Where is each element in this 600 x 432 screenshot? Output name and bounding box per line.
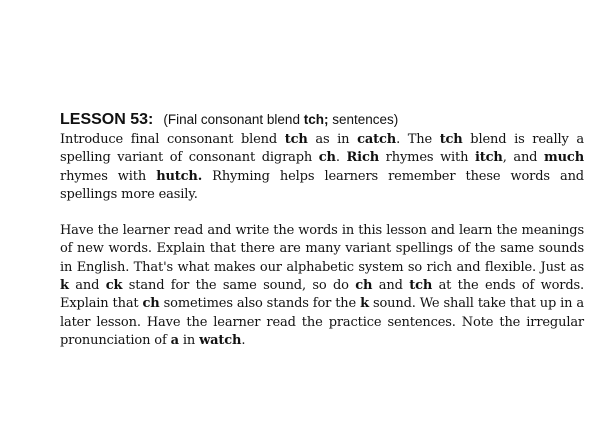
- bold-term: tch: [409, 278, 433, 294]
- bold-term: itch: [475, 150, 503, 166]
- bold-term: ck: [105, 278, 123, 294]
- bold-term: tch: [439, 132, 463, 147]
- bold-term: ch: [355, 278, 373, 294]
- bold-term: hutch.: [156, 168, 203, 184]
- bold-term: k: [360, 296, 369, 312]
- lesson-title: LESSON 53:: [60, 111, 154, 128]
- bold-term: Rich: [346, 150, 380, 166]
- bold-term: watch: [199, 332, 242, 348]
- subtitle-bold-term: tch;: [303, 112, 329, 127]
- lesson-heading: [60, 110, 584, 131]
- intro-paragraph: Introduce final consonant blend tch as in catch. The tch blend is really a spelling variant of consonant digraph ch. Rich rhymes with itch, and much rhymes with hutch. Rhyming helps learners remember these words and spellings more easily.: [60, 132, 584, 202]
- bold-term: a: [170, 332, 179, 348]
- instructions-paragraph: Have the learner read and write the words in this lesson and learn the meanings of new words. Explain that there are many variant spellings of the same sounds in English. That's what makes our alphabetic system so rich and flexible. Just as k and ck stand for the same sound, so do ch and tch at the ends of words. Explain that ch sometimes also stands for the k sound. We shall take that up in a later lesson. Have the learner read the practice sentences. Note the irregular pronunciation of a in watch.: [60, 223, 585, 348]
- bold-term: tch: [284, 132, 308, 147]
- bold-term: ch: [142, 296, 160, 312]
- bold-term: much: [544, 150, 584, 166]
- bold-term: ch: [318, 150, 336, 166]
- bold-term: k: [60, 278, 69, 294]
- lesson-document: [60, 110, 584, 350]
- lesson-subtitle: (Final consonant blend tch; sentences): [163, 112, 399, 127]
- bold-term: catch: [357, 132, 397, 147]
